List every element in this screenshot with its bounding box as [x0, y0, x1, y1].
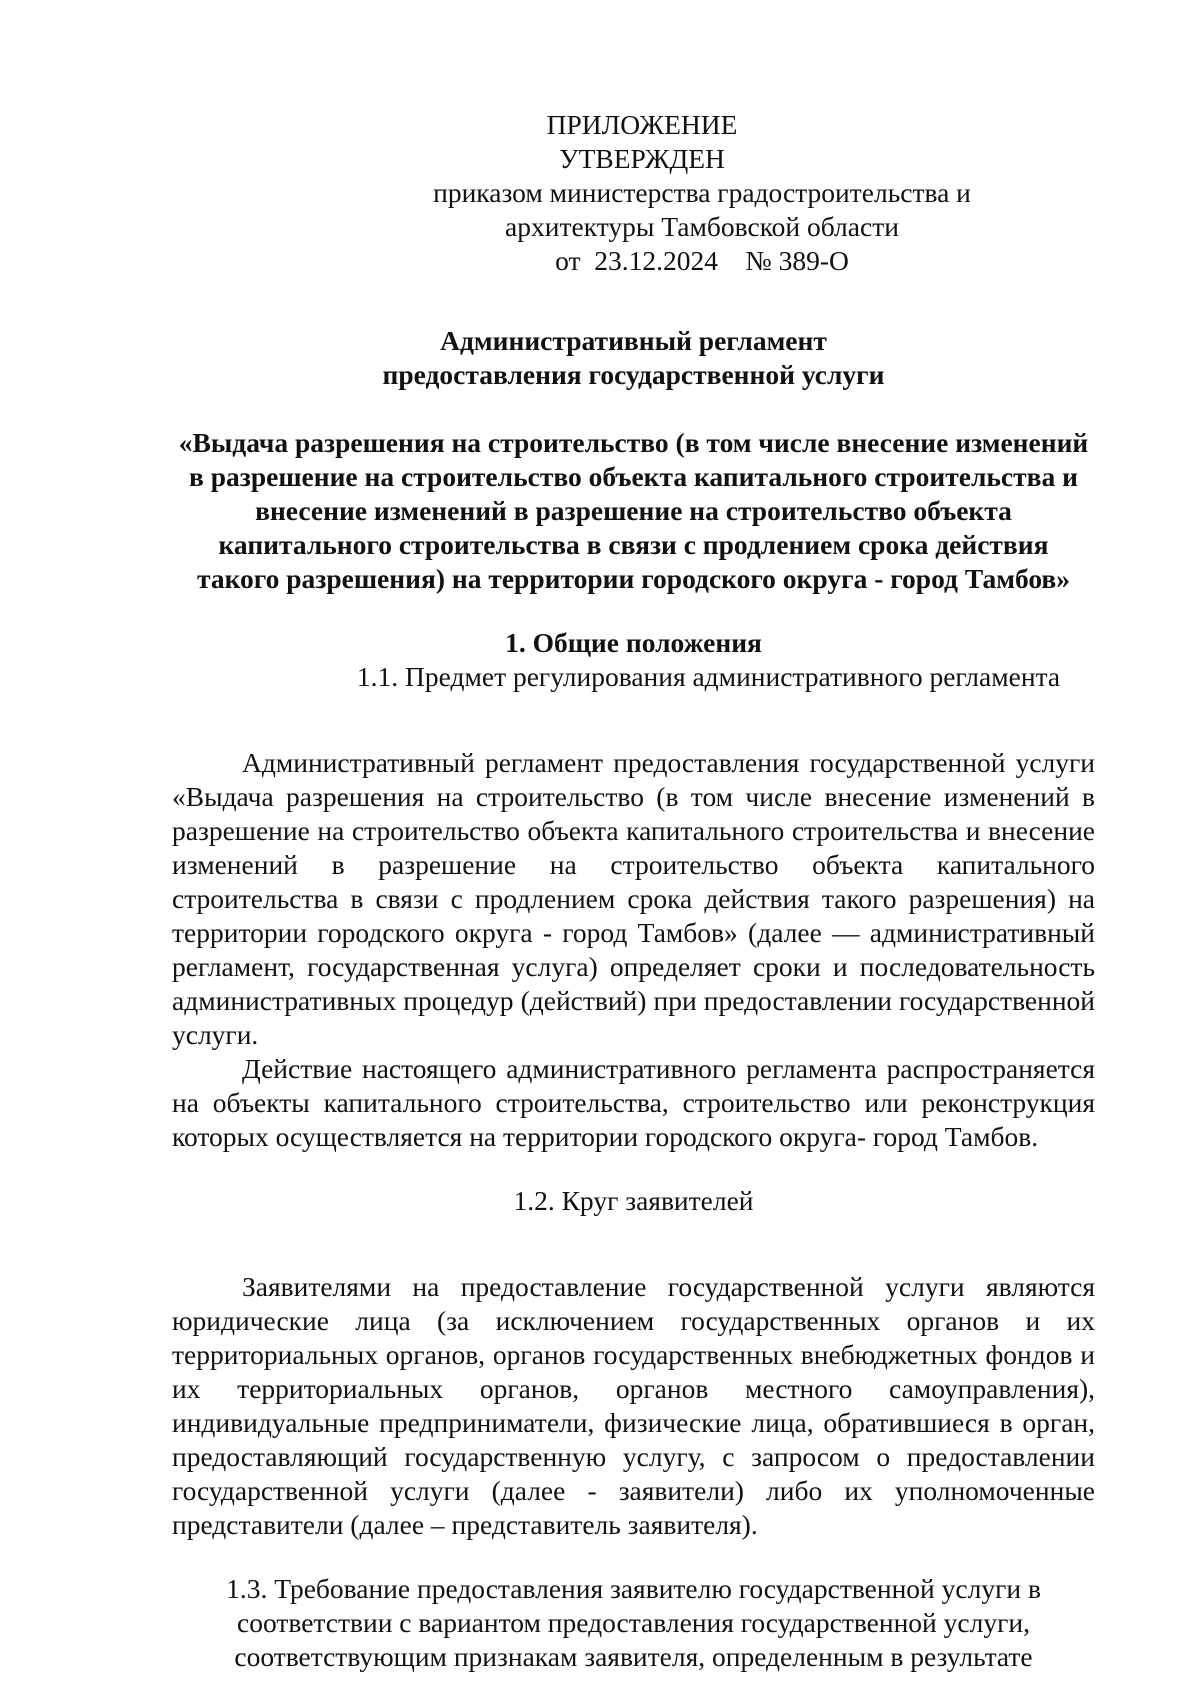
order-date-number: от 23.12.2024 № 389-О [555, 245, 849, 276]
subsection-1-3-heading [172, 1572, 1095, 1674]
service-name [172, 426, 1095, 596]
document-title [172, 324, 1095, 392]
subsection-1-3-line-2: соответствии с вариантом предоставления государственной услуги, [237, 1607, 1030, 1638]
subsection-1-2-heading: 1.2. Круг заявителей [513, 1185, 754, 1216]
appendix-block [172, 108, 1095, 278]
approved-label: УТВЕРЖДЕН [559, 143, 725, 174]
order-line-1: приказом министерства градостроительства и [433, 177, 971, 208]
service-name-line-1: «Выдача разрешения на строительство (в том числе внесение изменений [178, 427, 1089, 458]
title-line-1: Административный регламент [440, 325, 827, 356]
order-line-2: архитектуры Тамбовской области [505, 211, 899, 242]
title-line-2: предоставления государственной услуги [382, 359, 885, 390]
subsection-1-1-heading: 1.1. Предмет регулирования административного регламента [356, 661, 1061, 692]
service-name-line-3: внесение изменений в разрешение на строительство объекта [255, 495, 1012, 526]
subsection-1-3-line-3: соответствующим признакам заявителя, определенным в результате [234, 1641, 1033, 1672]
subsection-1-3-line-1: 1.3. Требование предоставления заявителю государственной услуги в [226, 1573, 1041, 1604]
paragraph-3: Заявителями на предоставление государственной услуги являются юридические лица (за исключением государственных органов и их территориальных органов, органов государственных внебюджетных фондов и их территориальных органов, органов местного самоуправления), индивидуальные предприниматели, физические лица, обратившиеся в орган, предоставляющий государственную услугу, с запросом о предоставлении государственной услуги (далее - заявители) либо их уполномоченные представители (далее – представитель заявителя). [172, 1271, 1095, 1540]
service-name-line-4: капитального строительства в связи с продлением срока действия [218, 529, 1049, 560]
paragraph-1: Административный регламент предоставления государственной услуги «Выдача разрешения на строительство (в том числе внесение изменений в разрешение на строительство объекта капитального строительства и внесение изменений в разрешение на строительство объекта капитального строительства в связи с продлением срока действия такого разрешения) на территории городского округа - город Тамбов» (далее — административный регламент, государственная услуга) определяет сроки и последовательность административных процедур (действий) при предоставлении государственной услуги. [172, 747, 1095, 1050]
service-name-line-5: такого разрешения) на территории городского округа - город Тамбов» [196, 563, 1071, 594]
appendix-label: ПРИЛОЖЕНИЕ [546, 109, 738, 140]
section-1-heading: 1. Общие положения [505, 627, 762, 658]
service-name-line-2: в разрешение на строительство объекта капитального строительства и [189, 461, 1078, 492]
paragraph-2: Действие настоящего административного регламента распространяется на объекты капитального строительства, строительство или реконструкция которых осуществляется на территории городского округа- город Тамбов. [172, 1053, 1095, 1152]
